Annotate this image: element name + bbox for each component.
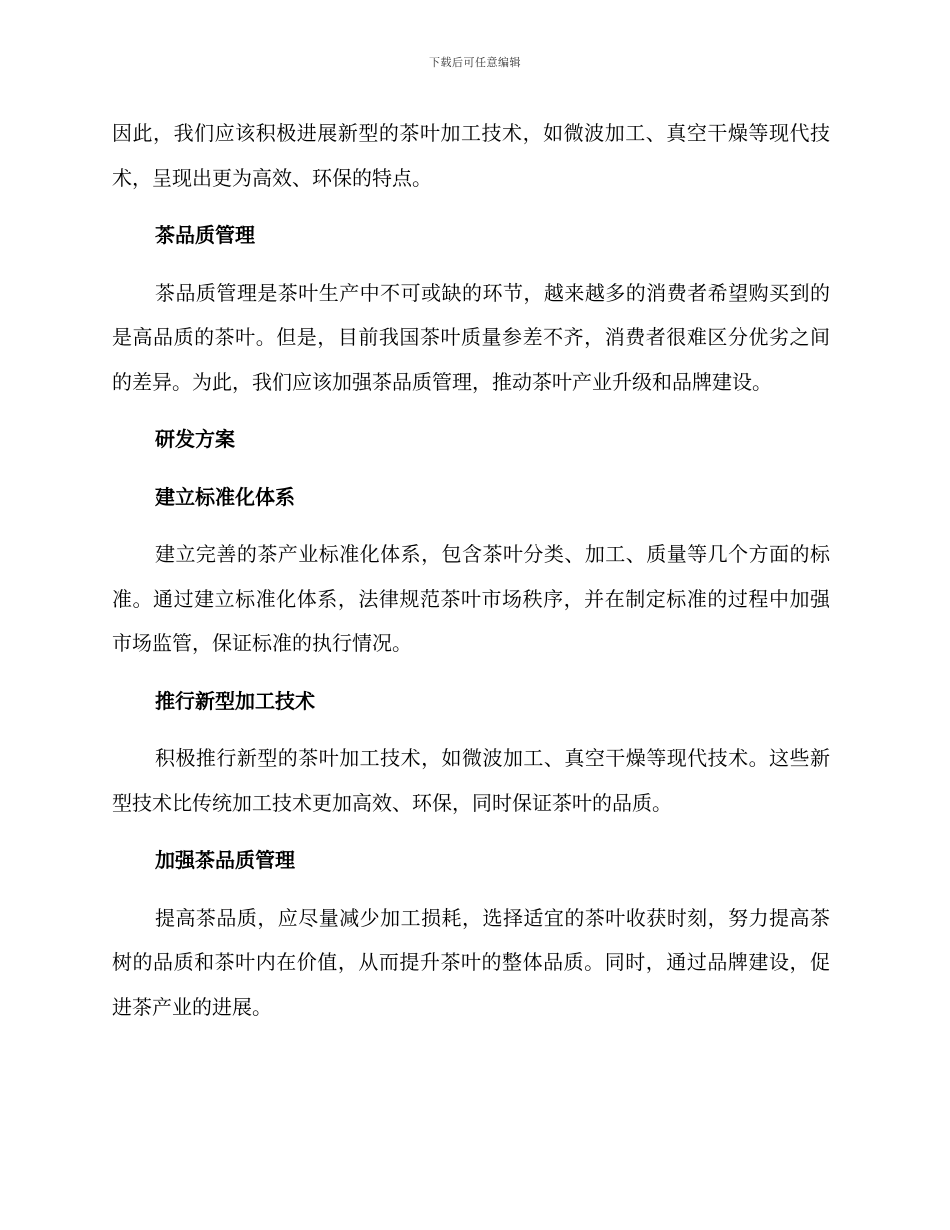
section-heading-tea-quality: 茶品质管理 [155, 223, 255, 247]
strengthen-quality-paragraph: 提高茶品质，应尽量减少加工损耗，选择适宜的茶叶收获时刻，努力提高茶树的品质和茶叶内在价值，从而提升茶叶的整体品质。同时，通过品牌建设，促进茶产业的进展。 [112, 905, 830, 1019]
intro-paragraph: 因此，我们应该积极进展新型的茶叶加工技术，如微波加工、真空干燥等现代技术，呈现出更为高效、环保的特点。 [112, 121, 830, 190]
standardization-paragraph: 建立完善的茶产业标准化体系，包含茶叶分类、加工、质量等几个方面的标准。通过建立标准化体系，法律规范茶叶市场秩序，并在制定标准的过程中加强市场监管，保证标准的执行情况。 [112, 542, 830, 655]
document-body [112, 111, 830, 1042]
section-heading-standardization: 建立标准化体系 [155, 484, 295, 509]
section-heading-new-tech: 推行新型加工技术 [155, 688, 315, 713]
section-heading-strengthen-quality: 加强茶品质管理 [155, 848, 295, 872]
new-tech-paragraph: 积极推行新型的茶叶加工技术，如微波加工、真空干燥等现代技术。这些新型技术比传统加工技术更加高效、环保，同时保证茶叶的品质。 [112, 746, 830, 815]
page-header-note: 下载后可任意编辑 [429, 56, 521, 69]
tea-quality-paragraph: 茶品质管理是茶叶生产中不可或缺的环节，越来越多的消费者希望购买到的是高品质的茶叶。但是，目前我国茶叶质量参差不齐，消费者很难区分优劣之间的差异。为此，我们应该加强茶品质管理，推动茶叶产业升级和品牌建设。 [112, 280, 830, 394]
section-heading-rd-plan: 研发方案 [155, 427, 235, 451]
